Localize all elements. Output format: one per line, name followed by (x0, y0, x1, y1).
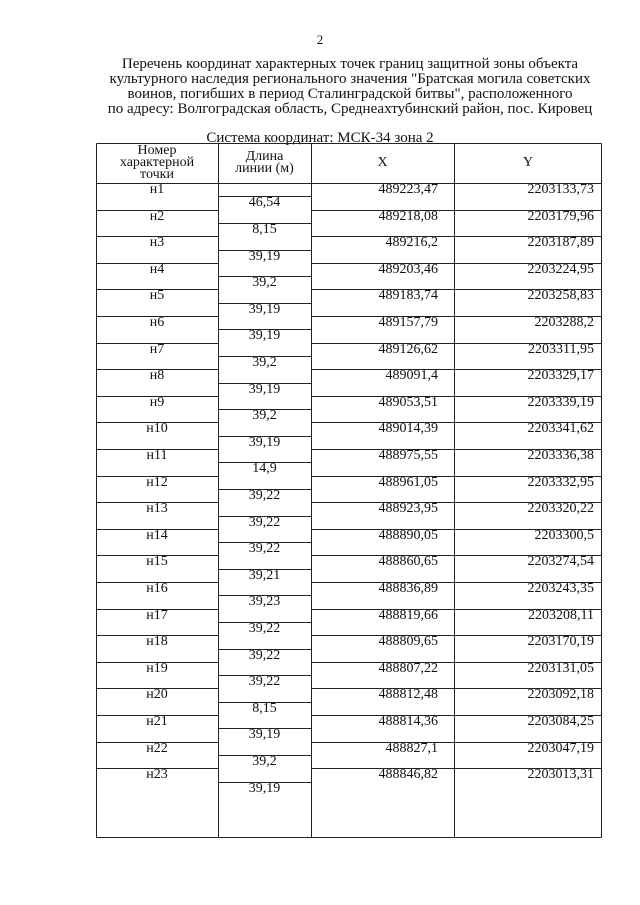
coordinate-y: 2203013,31 (527, 767, 594, 782)
coordinate-y: 2203300,5 (534, 528, 594, 543)
coordinate-x: 488846,82 (378, 767, 438, 782)
line-length: 8,15 (252, 222, 277, 237)
line-length: 39,2 (252, 355, 277, 370)
coordinate-y: 2203329,17 (527, 368, 594, 383)
coordinate-x: 489157,79 (378, 315, 438, 330)
coordinate-system-caption: Система координат: МСК-34 зона 2 (206, 130, 434, 146)
coordinate-x: 488827,1 (385, 741, 438, 756)
coordinate-y: 2203084,25 (527, 714, 594, 729)
point-number: н3 (149, 235, 165, 250)
point-number: н23 (146, 767, 168, 782)
coordinate-x: 489203,46 (378, 262, 438, 277)
point-number: н16 (146, 581, 168, 596)
coordinate-y: 2203258,83 (527, 288, 594, 303)
line-length: 39,2 (252, 408, 277, 423)
line-length: 39,22 (248, 648, 281, 663)
line-length: 39,19 (248, 302, 281, 317)
point-number: н2 (149, 209, 165, 224)
coordinate-y: 2203320,22 (527, 501, 594, 516)
line-length: 46,54 (248, 195, 281, 210)
coordinate-x: 489126,62 (378, 342, 438, 357)
coordinate-x: 488923,95 (378, 501, 438, 516)
point-number: н10 (146, 421, 168, 436)
coordinate-x: 488814,36 (378, 714, 438, 729)
point-number: н14 (146, 528, 168, 543)
line-length: 39,19 (248, 727, 281, 742)
line-length: 39,22 (248, 515, 281, 530)
line-length: 8,15 (252, 701, 277, 716)
title-line: по адресу: Волгоградская область, Среднеахтубинский район, пос. Кировец (107, 101, 593, 117)
line-length: 14,9 (252, 461, 277, 476)
point-number: н15 (146, 554, 168, 569)
point-number: н18 (146, 634, 168, 649)
document-title (80, 57, 620, 117)
line-length: 39,23 (248, 594, 281, 609)
coordinate-y: 2203243,35 (527, 581, 594, 596)
coordinate-x: 488819,66 (378, 608, 438, 623)
title-line: культурного наследия регионального значения "Братская могила советских (109, 71, 591, 87)
coordinate-y: 2203170,19 (527, 634, 594, 649)
line-length: 39,2 (252, 275, 277, 290)
header-y: Y (522, 155, 534, 170)
point-number: н11 (146, 448, 168, 463)
point-number: н17 (146, 608, 168, 623)
coordinate-y: 2203208,11 (528, 608, 594, 623)
coordinate-x: 489183,74 (378, 288, 438, 303)
coordinate-x: 488807,22 (378, 661, 438, 676)
coordinate-x: 489216,2 (385, 235, 438, 250)
coordinate-y: 2203341,62 (527, 421, 594, 436)
point-number: н5 (149, 288, 165, 303)
coordinate-x: 489014,39 (378, 421, 438, 436)
coordinate-x: 488836,89 (378, 581, 438, 596)
header-x: X (377, 155, 388, 170)
coordinate-x: 488890,05 (378, 528, 438, 543)
coordinate-y: 2203332,95 (527, 475, 594, 490)
point-number: н12 (146, 475, 168, 490)
coordinate-y: 2203274,54 (527, 554, 594, 569)
coordinate-x: 489223,47 (378, 182, 438, 197)
header-line-length: Длина линии (м) (235, 149, 294, 176)
coordinate-x: 488812,48 (378, 687, 438, 702)
title-line: Перечень координат характерных точек границ защитной зоны объекта (121, 56, 579, 72)
coordinate-x: 488975,55 (378, 448, 438, 463)
point-number: н13 (146, 501, 168, 516)
coordinate-y: 2203133,73 (527, 182, 594, 197)
line-length: 39,19 (248, 328, 281, 343)
coordinate-y: 2203224,95 (527, 262, 594, 277)
header-point-number: Номер характерной точки (119, 143, 195, 182)
point-number: н4 (149, 262, 165, 277)
coordinate-y: 2203288,2 (534, 315, 594, 330)
coordinate-x: 489053,51 (378, 395, 438, 410)
point-number: н6 (149, 315, 165, 330)
coordinate-x: 488961,05 (378, 475, 438, 490)
line-length: 39,19 (248, 249, 281, 264)
point-number: н9 (149, 395, 165, 410)
line-length: 39,22 (248, 541, 281, 556)
point-number: н1 (149, 182, 165, 197)
point-number: н20 (146, 687, 168, 702)
point-number: н7 (149, 342, 165, 357)
coordinate-y: 2203092,18 (527, 687, 594, 702)
coordinate-y: 2203187,89 (527, 235, 594, 250)
line-length: 39,19 (248, 781, 281, 796)
line-length: 39,19 (248, 435, 281, 450)
coordinate-x: 488809,65 (378, 634, 438, 649)
coordinate-y: 2203336,38 (527, 448, 594, 463)
page-number: 2 (316, 32, 324, 47)
line-length: 39,22 (248, 674, 281, 689)
coordinate-y: 2203047,19 (527, 741, 594, 756)
line-length: 39,21 (248, 568, 281, 583)
coordinate-y: 2203311,95 (528, 342, 594, 357)
coordinate-x: 488860,65 (378, 554, 438, 569)
point-number: н22 (146, 741, 168, 756)
point-number: н8 (149, 368, 165, 383)
line-length: 39,19 (248, 382, 281, 397)
coordinate-x: 489218,08 (378, 209, 438, 224)
title-line: воинов, погибших в период Сталинградской битвы", расположенного (127, 86, 573, 102)
line-length: 39,2 (252, 754, 277, 769)
coordinate-y: 2203131,05 (527, 661, 594, 676)
coordinate-x: 489091,4 (385, 368, 438, 383)
point-number: н21 (146, 714, 168, 729)
coordinates-table (96, 143, 602, 838)
coordinate-y: 2203339,19 (527, 395, 594, 410)
line-length: 39,22 (248, 621, 281, 636)
coordinate-y: 2203179,96 (527, 209, 594, 224)
point-number: н19 (146, 661, 168, 676)
line-length: 39,22 (248, 488, 281, 503)
